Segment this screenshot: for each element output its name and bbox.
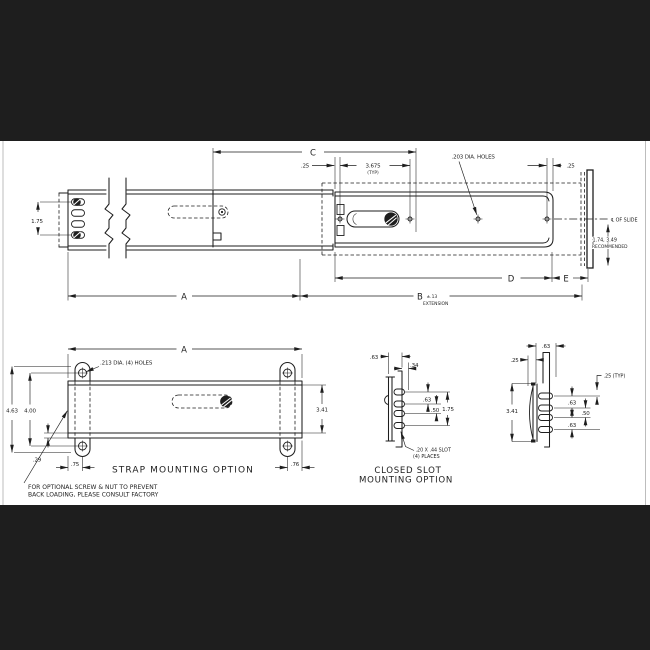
recommended-label: RECOMMENDED xyxy=(592,245,628,250)
ev-dim-341: 3.41 xyxy=(506,408,518,415)
dim-e-label: E xyxy=(563,274,569,285)
dim-3675-label: 3.675 xyxy=(365,163,381,170)
slot-note-line2: (4) PLACES xyxy=(413,455,440,460)
cs-dim-175: 1.75 xyxy=(442,407,454,413)
closed-slot-title-line1: CLOSED SLOT xyxy=(374,466,442,476)
dim-75-label: .75 xyxy=(70,461,80,468)
dim-d-label: D xyxy=(507,274,515,285)
ev-dim-25-typ: .25 (TYP) xyxy=(603,373,626,380)
dim-25-left-label: .25 xyxy=(300,163,310,170)
recommended-values: 1.74, 3.49 xyxy=(592,238,617,244)
ev-dim-63-upper: .63 xyxy=(567,400,577,407)
dim-b-label: B xyxy=(417,292,423,303)
ev-dim-63-top: .63 xyxy=(541,343,551,350)
cs-dim-63-top: .63 xyxy=(369,354,379,361)
dim-400-label: 4.00 xyxy=(24,408,36,415)
dim-a-label: A xyxy=(181,292,187,303)
factory-note-line2: BACK LOADING, PLEASE CONSULT FACTORY xyxy=(28,491,159,499)
closed-slot-title-line2: MOUNTING OPTION xyxy=(359,475,453,486)
dim-typ-label: (TYP) xyxy=(367,170,379,176)
ev-dim-63-lower: .63 xyxy=(567,422,577,429)
dim-b-tol-label: ±.13 xyxy=(426,294,438,300)
slot-note-line1: .20 X .44 SLOT xyxy=(415,448,451,454)
centerline-label: ℄ OF SLIDE xyxy=(611,218,638,224)
cs-dim-50: .50 xyxy=(430,408,440,414)
dim-25-right-label: .25 xyxy=(566,163,575,170)
dim-341-strap-label: 3.41 xyxy=(316,407,328,414)
dim-29-label: .29 xyxy=(32,457,42,464)
cs-dim-63-mid: .63 xyxy=(422,397,432,404)
letterbox-bottom xyxy=(0,505,650,650)
strap-holes-note: .213 DIA. (4) HOLES xyxy=(100,360,153,367)
dim-c-label: C xyxy=(310,148,316,159)
dim-b-note-label: EXTENSION xyxy=(423,301,449,307)
ev-dim-25-top: .25 xyxy=(510,357,519,364)
dim-a-strap-label: A xyxy=(181,345,187,356)
factory-note-line1: FOR OPTIONAL SCREW & NUT TO PREVENT xyxy=(28,484,158,491)
letterbox-top xyxy=(0,0,650,141)
holes-note-label: .203 DIA. HOLES xyxy=(451,154,495,161)
dim-1-75-label: 1.75 xyxy=(31,219,43,225)
dim-76-label: .76 xyxy=(290,461,300,468)
ev-dim-50: .50 xyxy=(581,410,590,417)
cs-dim-34: .34 xyxy=(410,362,419,369)
strap-view-title: STRAP MOUNTING OPTION xyxy=(111,465,255,476)
dim-463-label: 4.63 xyxy=(6,408,18,415)
